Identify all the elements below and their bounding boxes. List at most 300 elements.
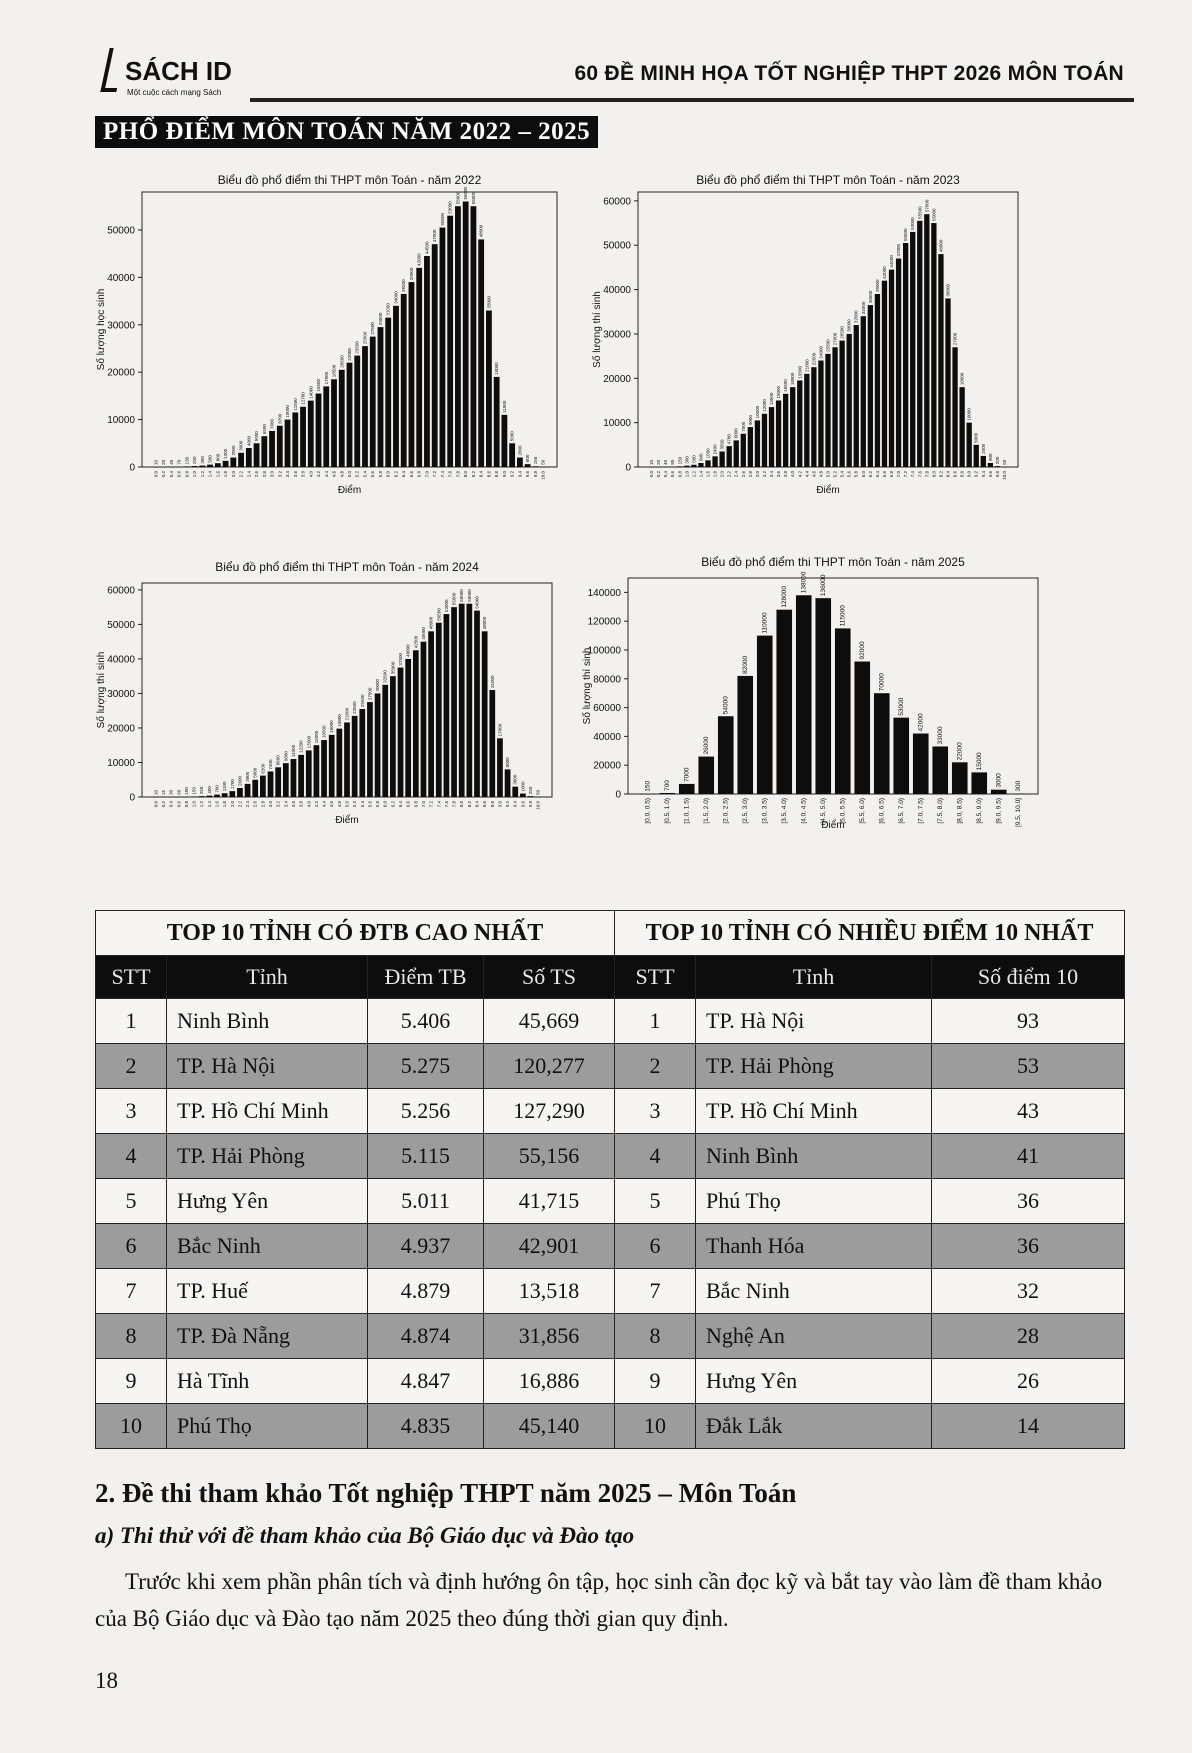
bar-value-label: 500 bbox=[691, 455, 697, 463]
bar-value-label: 18500 bbox=[331, 364, 337, 378]
bar bbox=[339, 370, 345, 467]
bar bbox=[261, 436, 267, 467]
bar bbox=[705, 460, 710, 467]
bar bbox=[988, 463, 993, 467]
bar bbox=[393, 306, 399, 467]
x-tick-label: 3.6 bbox=[290, 801, 296, 808]
y-tick-label: 10000 bbox=[603, 418, 631, 430]
x-tick-label: [3.5, 4.0) bbox=[780, 798, 788, 824]
cell-province2: Đắk Lắk bbox=[696, 1404, 932, 1449]
bar-value-label: 6200 bbox=[260, 763, 266, 774]
x-tick-label: 5.2 bbox=[354, 471, 360, 478]
bar bbox=[776, 400, 781, 467]
cell-stt: 2 bbox=[96, 1044, 167, 1089]
x-tick-label: 9.6 bbox=[525, 471, 531, 478]
x-tick-label: 7.6 bbox=[917, 471, 923, 478]
x-tick-label: 7.4 bbox=[910, 471, 916, 478]
bar bbox=[712, 456, 717, 467]
x-axis-label: Điểm bbox=[335, 815, 359, 826]
bar bbox=[811, 367, 816, 467]
x-tick-label: 4.4 bbox=[321, 801, 327, 808]
bar bbox=[762, 414, 767, 467]
x-tick-label: 4.6 bbox=[329, 801, 335, 808]
bar bbox=[269, 431, 275, 467]
x-tick-label: 8.6 bbox=[952, 471, 958, 478]
x-tick-label: 1.0 bbox=[191, 801, 197, 808]
bar bbox=[882, 281, 887, 467]
bar bbox=[285, 420, 291, 467]
bar bbox=[719, 451, 724, 467]
x-tick-label: 7.8 bbox=[924, 471, 930, 478]
chart-2025 bbox=[582, 552, 1080, 897]
x-tick-label: 0.0 bbox=[153, 471, 159, 478]
bar bbox=[748, 427, 753, 467]
bar bbox=[896, 259, 901, 467]
bar bbox=[206, 796, 212, 797]
bar-value-label: 56000 bbox=[459, 589, 465, 602]
bar bbox=[684, 466, 689, 467]
table-row bbox=[96, 1134, 1125, 1179]
bar bbox=[260, 776, 266, 797]
bar-value-label: 3500 bbox=[719, 439, 725, 450]
y-tick-label: 30000 bbox=[107, 688, 135, 700]
bar-value-label: 10500 bbox=[754, 405, 760, 419]
bar bbox=[497, 738, 503, 797]
bar bbox=[981, 456, 986, 467]
x-tick-label: 5.8 bbox=[377, 471, 383, 478]
bar bbox=[755, 420, 760, 467]
bar bbox=[649, 467, 654, 468]
x-tick-label: 4.8 bbox=[339, 471, 345, 478]
bar-value-label: 700 bbox=[663, 780, 671, 791]
bar bbox=[535, 797, 541, 798]
bar bbox=[447, 216, 453, 467]
bar bbox=[757, 636, 773, 794]
bar bbox=[737, 676, 753, 794]
x-tick-label: 4.6 bbox=[331, 471, 337, 478]
x-tick-label: 8.8 bbox=[494, 471, 500, 478]
bar bbox=[331, 379, 337, 467]
x-tick-label: [7.0, 7.5) bbox=[917, 798, 925, 824]
y-axis-label: Số lượng thí sinh bbox=[592, 291, 603, 368]
bar bbox=[509, 443, 515, 467]
bar bbox=[489, 690, 495, 797]
y-tick-label: 20000 bbox=[107, 367, 135, 379]
bar-value-label: 128000 bbox=[780, 585, 788, 608]
x-tick-label: 3.4 bbox=[283, 801, 289, 808]
bar bbox=[344, 722, 350, 797]
bar-value-label: 50 bbox=[535, 789, 541, 795]
y-tick-label: 100000 bbox=[587, 645, 621, 657]
x-tick-label: 4.6 bbox=[811, 471, 817, 478]
bar bbox=[444, 614, 450, 797]
cell-tens: 53 bbox=[932, 1044, 1125, 1089]
col-tens: Số điểm 10 bbox=[932, 956, 1125, 999]
x-tick-label: 0.2 bbox=[161, 471, 167, 478]
bar-value-label: 11000 bbox=[501, 400, 507, 413]
bar-value-label: 1700 bbox=[229, 779, 235, 790]
bar-value-label: 28500 bbox=[839, 326, 845, 339]
x-tick-label: 4.0 bbox=[308, 471, 314, 478]
x-tick-label: 0.8 bbox=[184, 471, 190, 478]
bar-value-label: 30000 bbox=[375, 678, 381, 692]
table-row bbox=[96, 1359, 1125, 1404]
cell-province: Phú Thọ bbox=[167, 1404, 368, 1449]
x-tick-label: 1.8 bbox=[222, 801, 228, 808]
x-tick-label: [6.5, 7.0) bbox=[897, 798, 905, 824]
bar-value-label: 110000 bbox=[761, 612, 769, 634]
x-tick-label: 5.8 bbox=[375, 801, 381, 808]
bar-value-label: 15 bbox=[160, 789, 166, 795]
bar bbox=[691, 465, 696, 467]
bar bbox=[385, 318, 391, 467]
x-tick-label: 4.0 bbox=[306, 801, 312, 808]
x-tick-label: 1.4 bbox=[206, 801, 212, 808]
cell-tens: 32 bbox=[932, 1269, 1125, 1314]
cell-stt: 7 bbox=[96, 1269, 167, 1314]
bar bbox=[184, 466, 190, 467]
x-tick-label: 7.4 bbox=[436, 801, 442, 808]
bar bbox=[512, 787, 518, 797]
cell-stt: 6 bbox=[96, 1224, 167, 1269]
bar-value-label: 150 bbox=[677, 456, 683, 465]
bar-value-label: 14000 bbox=[308, 386, 314, 399]
x-tick-label: [9.5, 10.0] bbox=[1014, 798, 1022, 827]
bar bbox=[861, 316, 866, 467]
x-tick-label: 4.0 bbox=[790, 471, 796, 478]
x-tick-label: 5.6 bbox=[367, 801, 373, 808]
bar bbox=[237, 788, 243, 797]
bar bbox=[677, 466, 682, 467]
bar bbox=[421, 642, 427, 797]
cell-count: 41,715 bbox=[484, 1179, 615, 1224]
x-tick-label: 7.8 bbox=[451, 801, 457, 808]
bar-value-label: 24000 bbox=[818, 346, 824, 359]
bar-value-label: 12700 bbox=[300, 392, 306, 405]
bar-value-label: 250 bbox=[199, 786, 205, 795]
bar bbox=[1010, 794, 1026, 795]
cell-tens: 93 bbox=[932, 999, 1125, 1044]
x-tick-label: 3.2 bbox=[761, 471, 767, 478]
bar bbox=[494, 377, 500, 467]
bar-value-label: 80 bbox=[670, 459, 676, 465]
bar-value-label: 50 bbox=[540, 459, 546, 465]
bar bbox=[796, 595, 812, 794]
x-tick-label: 0.2 bbox=[160, 801, 166, 808]
x-tick-label: 6.0 bbox=[860, 471, 866, 478]
bar bbox=[316, 394, 322, 467]
x-tick-label: 9.0 bbox=[501, 471, 507, 478]
bar-value-label: 34000 bbox=[860, 301, 866, 315]
cell-avg: 5.256 bbox=[368, 1089, 484, 1134]
bar bbox=[451, 607, 457, 797]
x-tick-label: 0.2 bbox=[656, 471, 662, 478]
x-tick-label: 2.6 bbox=[740, 471, 746, 478]
bar bbox=[889, 270, 894, 467]
bar-value-label: 10 bbox=[153, 789, 159, 795]
bar-value-label: 45000 bbox=[420, 627, 426, 640]
col-stt-2: STT bbox=[615, 956, 696, 999]
x-tick-label: 6.8 bbox=[413, 801, 419, 808]
bar-value-label: 44500 bbox=[424, 241, 430, 255]
bar-value-label: 400 bbox=[206, 786, 212, 794]
bar-value-label: 57000 bbox=[924, 199, 930, 213]
bar-value-label: 10 bbox=[153, 459, 159, 465]
x-tick-label: 7.0 bbox=[896, 471, 902, 478]
bar-value-label: 300 bbox=[1014, 780, 1022, 792]
bar-value-label: 8700 bbox=[277, 413, 283, 424]
bar-value-label: 5000 bbox=[252, 767, 258, 778]
bar bbox=[776, 610, 792, 794]
x-tick-label: 9.2 bbox=[509, 471, 515, 478]
bar bbox=[413, 650, 419, 797]
bar bbox=[347, 363, 353, 467]
bar bbox=[679, 784, 695, 794]
bar bbox=[222, 793, 228, 797]
y-tick-label: 40000 bbox=[107, 654, 135, 666]
cell-stt2: 6 bbox=[615, 1224, 696, 1269]
cell-tens: 28 bbox=[932, 1314, 1125, 1359]
bar bbox=[540, 467, 546, 468]
x-tick-label: 9.6 bbox=[987, 471, 993, 478]
bar bbox=[459, 604, 465, 797]
cell-tens: 36 bbox=[932, 1224, 1125, 1269]
bar bbox=[277, 426, 283, 467]
bar bbox=[874, 693, 890, 794]
bar-value-label: 2600 bbox=[237, 776, 243, 787]
bar-value-label: 55000 bbox=[470, 191, 476, 205]
bar bbox=[952, 347, 957, 467]
y-tick-label: 10000 bbox=[107, 757, 135, 769]
bar-value-label: 11000 bbox=[290, 744, 296, 758]
x-tick-label: [7.5, 8.0) bbox=[936, 798, 944, 824]
bar bbox=[938, 254, 943, 467]
bar bbox=[153, 467, 159, 468]
x-tick-label: 0.6 bbox=[670, 471, 676, 478]
bar bbox=[230, 458, 236, 467]
bar-value-label: 15500 bbox=[316, 378, 322, 392]
bar bbox=[847, 334, 852, 467]
cell-province2: Hưng Yên bbox=[696, 1359, 932, 1404]
x-tick-label: 3.8 bbox=[783, 471, 789, 478]
x-tick-label: 8.8 bbox=[489, 801, 495, 808]
x-tick-label: 4.2 bbox=[797, 471, 803, 478]
cell-count: 45,669 bbox=[484, 999, 615, 1044]
bar bbox=[854, 662, 870, 794]
x-tick-label: 0.4 bbox=[168, 471, 174, 478]
y-tick-label: 30000 bbox=[107, 320, 135, 332]
bar-value-label: 26000 bbox=[702, 736, 710, 755]
x-tick-label: [8.0, 8.5) bbox=[956, 798, 964, 824]
x-tick-label: 2.8 bbox=[261, 471, 267, 478]
bar-value-label: 56000 bbox=[463, 186, 469, 200]
x-tick-label: 0.0 bbox=[153, 801, 159, 808]
x-tick-label: 7.2 bbox=[432, 471, 438, 478]
bar-value-label: 92000 bbox=[858, 641, 866, 660]
bar-value-label: 54000 bbox=[722, 696, 730, 715]
col-province: Tỉnh bbox=[167, 956, 368, 999]
table-row bbox=[96, 1404, 1125, 1449]
bar-value-label: 150 bbox=[532, 456, 538, 465]
y-tick-label: 20000 bbox=[603, 373, 631, 385]
bar-value-label: 42500 bbox=[413, 635, 419, 649]
x-tick-label: 1.6 bbox=[214, 801, 220, 808]
cell-province2: Phú Thọ bbox=[696, 1179, 932, 1224]
bar bbox=[370, 337, 376, 467]
bar-value-label: 150 bbox=[644, 780, 652, 792]
bar-value-label: 21000 bbox=[804, 359, 810, 372]
bar-value-label: 10000 bbox=[285, 405, 291, 418]
x-tick-label: 6.2 bbox=[393, 471, 399, 478]
x-tick-label: 1.2 bbox=[691, 471, 697, 478]
bar-value-label: 11500 bbox=[292, 398, 298, 411]
x-tick-label: 2.0 bbox=[229, 801, 235, 808]
bar-value-label: 6000 bbox=[733, 428, 739, 439]
cell-tens: 26 bbox=[932, 1359, 1125, 1404]
bar-value-label: 1500 bbox=[705, 448, 711, 459]
x-tick-label: 5.0 bbox=[347, 471, 352, 478]
x-tick-label: [8.5, 9.0) bbox=[975, 798, 983, 824]
bar bbox=[482, 631, 488, 797]
x-tick-label: 5.4 bbox=[359, 801, 365, 808]
chart-2024 bbox=[96, 557, 585, 897]
x-tick-label: 6.8 bbox=[416, 471, 422, 478]
bar bbox=[176, 467, 182, 468]
table-row bbox=[96, 1089, 1125, 1134]
bar bbox=[215, 463, 221, 467]
bar bbox=[913, 734, 929, 794]
bar-value-label: 138000 bbox=[800, 571, 808, 594]
section2-subheading: a) Thi thử với đề tham khảo của Bộ Giáo dục và Đào tạo bbox=[95, 1523, 635, 1548]
table-row bbox=[96, 999, 1125, 1044]
bar-value-label: 150 bbox=[191, 786, 197, 795]
x-tick-label: [0.0, 0.5) bbox=[644, 798, 652, 824]
cell-province: TP. Hải Phòng bbox=[167, 1134, 368, 1179]
x-tick-label: 2.0 bbox=[230, 471, 236, 478]
book-title: 60 ĐỀ MINH HỌA TỐT NGHIỆP THPT 2026 MÔN TOÁN bbox=[574, 62, 1124, 85]
x-tick-label: 9.8 bbox=[994, 471, 1000, 478]
bar bbox=[959, 387, 964, 467]
x-tick-label: 0.0 bbox=[649, 471, 655, 478]
cell-stt: 5 bbox=[96, 1179, 167, 1224]
x-tick-label: 7.4 bbox=[439, 471, 445, 478]
x-tick-label: 5.4 bbox=[839, 471, 845, 478]
bar-value-label: 47000 bbox=[896, 244, 902, 257]
cell-stt: 9 bbox=[96, 1359, 167, 1404]
bar-value-label: 42000 bbox=[881, 266, 887, 279]
bar-value-label: 36500 bbox=[401, 279, 407, 292]
bar bbox=[229, 791, 235, 797]
bar-value-label: 29500 bbox=[377, 312, 383, 326]
x-tick-label: [3.0, 3.5) bbox=[761, 798, 769, 824]
cell-stt2: 2 bbox=[615, 1044, 696, 1089]
x-tick-label: [2.5, 3.0) bbox=[741, 798, 749, 824]
bar-value-label: 22500 bbox=[811, 352, 817, 366]
bar-value-label: 23500 bbox=[352, 701, 358, 714]
x-tick-label: 7.0 bbox=[420, 801, 426, 808]
table-row bbox=[96, 1179, 1125, 1224]
bar bbox=[832, 347, 837, 467]
bar bbox=[474, 611, 480, 797]
bar bbox=[184, 797, 190, 798]
cell-count: 120,277 bbox=[484, 1044, 615, 1089]
x-tick-label: [1.0, 1.5) bbox=[683, 798, 691, 824]
bar bbox=[718, 716, 734, 794]
bar bbox=[656, 467, 661, 468]
bar bbox=[478, 239, 484, 467]
x-tick-label: 9.6 bbox=[520, 801, 526, 808]
bar-value-label: 10000 bbox=[966, 408, 972, 421]
bar-value-label: 70000 bbox=[878, 673, 886, 692]
cell-province2: Bắc Ninh bbox=[696, 1269, 932, 1314]
bar-value-label: 19000 bbox=[494, 362, 500, 375]
cell-province: TP. Đà Nẵng bbox=[167, 1314, 368, 1359]
cell-province2: TP. Hải Phòng bbox=[696, 1044, 932, 1089]
x-tick-label: [5.5, 6.0) bbox=[858, 798, 866, 824]
bar-value-label: 12000 bbox=[761, 399, 767, 412]
bar bbox=[199, 466, 205, 467]
bar-value-label: 20500 bbox=[339, 355, 345, 368]
bar bbox=[398, 668, 404, 797]
bar bbox=[790, 387, 795, 467]
bar bbox=[804, 374, 809, 467]
bar bbox=[501, 415, 507, 467]
y-tick-label: 50000 bbox=[107, 619, 135, 631]
bar-value-label: 32500 bbox=[382, 670, 388, 683]
bar-value-label: 40000 bbox=[405, 644, 411, 657]
x-tick-label: 10.0 bbox=[540, 471, 546, 480]
bar bbox=[1002, 467, 1007, 468]
x-tick-label: 5.0 bbox=[344, 801, 350, 808]
bar bbox=[424, 256, 430, 467]
x-tick-label: 3.0 bbox=[754, 471, 760, 478]
table-row bbox=[96, 1269, 1125, 1314]
bar bbox=[486, 311, 492, 467]
table-row bbox=[96, 1044, 1125, 1089]
bar-value-label: 42000 bbox=[917, 713, 925, 732]
x-tick-label: 9.8 bbox=[532, 471, 538, 478]
bar bbox=[416, 268, 422, 467]
bar-value-label: 55500 bbox=[917, 206, 923, 219]
bar bbox=[917, 221, 922, 467]
bar bbox=[314, 745, 320, 797]
cell-stt: 1 bbox=[96, 999, 167, 1044]
bar bbox=[910, 232, 915, 467]
cell-tens: 36 bbox=[932, 1179, 1125, 1224]
x-tick-label: 1.8 bbox=[223, 471, 229, 478]
x-tick-label: 4.8 bbox=[336, 801, 342, 808]
x-tick-label: 9.2 bbox=[505, 801, 511, 808]
bar-value-label: 47000 bbox=[432, 229, 438, 243]
cell-count: 31,856 bbox=[484, 1314, 615, 1359]
x-tick-label: 1.2 bbox=[199, 471, 205, 478]
x-tick-label: [4.0, 4.5) bbox=[800, 798, 808, 824]
x-tick-label: 8.4 bbox=[474, 801, 480, 808]
x-tick-label: 3.6 bbox=[292, 471, 298, 478]
bar bbox=[432, 244, 438, 467]
bar bbox=[640, 794, 656, 795]
x-tick-label: 1.4 bbox=[207, 471, 213, 478]
bar-value-label: 17000 bbox=[323, 371, 329, 385]
bar bbox=[329, 735, 335, 797]
bar bbox=[246, 448, 252, 467]
y-tick-label: 50000 bbox=[603, 240, 631, 252]
bar-value-label: 200 bbox=[994, 456, 1000, 465]
bar-value-label: 7600 bbox=[269, 418, 275, 429]
x-tick-label: 1.0 bbox=[192, 471, 198, 478]
bar-value-label: 54000 bbox=[474, 596, 480, 609]
bar bbox=[734, 440, 739, 467]
